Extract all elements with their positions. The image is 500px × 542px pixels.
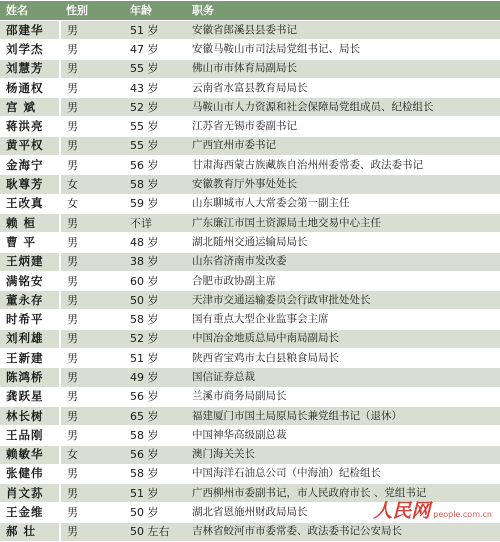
table-row: [0, 98, 500, 117]
table-row: [0, 233, 500, 252]
header-title: 职务: [186, 1, 500, 21]
age-cell: 58 岁: [124, 310, 186, 329]
gender-cell: 男: [60, 368, 124, 387]
gender-cell: 男: [60, 503, 124, 522]
watermark-site: people.com.cn: [433, 510, 492, 519]
age-cell: 48 岁: [124, 233, 186, 252]
gender-cell: 男: [60, 349, 124, 368]
name-cell: 王改真: [0, 194, 60, 213]
gender-cell: 男: [60, 387, 124, 406]
title-cell: 江苏省无锡市委副书记: [186, 117, 500, 136]
name-cell: 宫 斌: [0, 98, 60, 117]
table-row: [0, 117, 500, 136]
gender-cell: 男: [60, 213, 124, 232]
age-cell: 58 岁: [124, 426, 186, 445]
title-cell: 甘肃海西蒙古族藏族自治州州委常委、政法委书记: [186, 156, 500, 175]
table-row: [0, 406, 500, 425]
title-cell: 安徽省郎溪县县委书记: [186, 21, 500, 40]
age-cell: 56 岁: [124, 445, 186, 464]
title-cell: 国信证券总裁: [186, 368, 500, 387]
age-cell: 51 岁: [124, 484, 186, 503]
table-row: [0, 329, 500, 348]
title-cell: 湖北随州交通运输局局长: [186, 233, 500, 252]
age-cell: 65 岁: [124, 406, 186, 425]
table-row: [0, 522, 500, 541]
gender-cell: 男: [60, 136, 124, 155]
age-cell: 49 岁: [124, 368, 186, 387]
table-row: [0, 136, 500, 155]
header-name: 姓名: [0, 1, 60, 21]
age-cell: 58 岁: [124, 175, 186, 194]
name-cell: 王金维: [0, 503, 60, 522]
age-cell: 58 岁: [124, 464, 186, 483]
title-cell: 山东聊城市人大常委会第一副主任: [186, 194, 500, 213]
gender-cell: 男: [60, 271, 124, 290]
title-cell: 中国海洋石油总公司（中海油）纪检组长: [186, 464, 500, 483]
name-cell: 刘慧芳: [0, 59, 60, 78]
table-row: [0, 194, 500, 213]
title-cell: 兰溪市商务局副局长: [186, 387, 500, 406]
title-cell: 广东廉江市国土资源局土地交易中心主任: [186, 213, 500, 232]
age-cell: 38 岁: [124, 252, 186, 271]
watermark-logo: 人民网: [373, 500, 431, 522]
table-row: [0, 156, 500, 175]
name-cell: 肖文荪: [0, 484, 60, 503]
title-cell: 陕西省宝鸡市太白县粮食局局长: [186, 349, 500, 368]
table-row: [0, 213, 500, 232]
age-cell: 50 左右: [124, 522, 186, 541]
title-cell: 国有重点大型企业监事会主席: [186, 310, 500, 329]
table-row: [0, 291, 500, 310]
table-row: [0, 484, 500, 503]
age-cell: 43 岁: [124, 78, 186, 97]
gender-cell: 男: [60, 329, 124, 348]
age-cell: 55 岁: [124, 59, 186, 78]
name-cell: 邵建华: [0, 21, 60, 40]
table-row: [0, 445, 500, 464]
gender-cell: 男: [60, 291, 124, 310]
gender-cell: 男: [60, 233, 124, 252]
age-cell: 50 岁: [124, 503, 186, 522]
title-cell: 安徽马鞍山市司法局党组书记、局长: [186, 40, 500, 59]
name-cell: 杨通权: [0, 78, 60, 97]
gender-cell: 男: [60, 40, 124, 59]
table-row: [0, 21, 500, 40]
age-cell: 不详: [124, 213, 186, 232]
title-cell: 合肥市政协副主席: [186, 271, 500, 290]
table-row: [0, 464, 500, 483]
title-cell: 天津市交通运输委员会行政审批处处长: [186, 291, 500, 310]
name-cell: 陈鸿桥: [0, 368, 60, 387]
table-row: [0, 368, 500, 387]
gender-cell: 男: [60, 78, 124, 97]
title-cell: 中国冶金地质总局中南局副局长: [186, 329, 500, 348]
age-cell: 51 岁: [124, 349, 186, 368]
name-cell: 龚跃星: [0, 387, 60, 406]
gender-cell: 男: [60, 117, 124, 136]
table-body: [0, 21, 500, 542]
age-cell: 51 岁: [124, 21, 186, 40]
table-row: [0, 252, 500, 271]
table-row: [0, 310, 500, 329]
title-cell: 广西柳州市委副书记，市人民政府市长 、党组书记: [186, 484, 500, 503]
title-cell: 安徽教育厅外事处处长: [186, 175, 500, 194]
gender-cell: 男: [60, 21, 124, 40]
table-row: [0, 271, 500, 290]
title-cell: 广西宜州市委书记: [186, 136, 500, 155]
name-cell: 赖 桓: [0, 213, 60, 232]
table-row: [0, 426, 500, 445]
title-cell: 中国神华高级副总裁: [186, 426, 500, 445]
name-cell: 蒋洪亮: [0, 117, 60, 136]
name-cell: 满铭安: [0, 271, 60, 290]
title-cell: 云南省水富县教育局局长: [186, 78, 500, 97]
title-cell: 湖北省恩施州财政局局长: [186, 503, 500, 522]
gender-cell: 男: [60, 522, 124, 541]
age-cell: 56 岁: [124, 387, 186, 406]
age-cell: 52 岁: [124, 98, 186, 117]
name-cell: 黄平权: [0, 136, 60, 155]
title-cell: 马鞍山市人力资源和社会保障局党组成员、纪检组长: [186, 98, 500, 117]
gender-cell: 女: [60, 194, 124, 213]
gender-cell: 男: [60, 156, 124, 175]
table-row: [0, 387, 500, 406]
header-age: 年龄: [124, 1, 186, 21]
name-cell: 金海宁: [0, 156, 60, 175]
title-cell: 福建厦门市国土局原局长兼党组书记（退休）: [186, 406, 500, 425]
age-cell: 55 岁: [124, 117, 186, 136]
gender-cell: 男: [60, 426, 124, 445]
table-row: [0, 78, 500, 97]
age-cell: 52 岁: [124, 329, 186, 348]
name-cell: 董永存: [0, 291, 60, 310]
name-cell: 耿尊芳: [0, 175, 60, 194]
gender-cell: 男: [60, 464, 124, 483]
header-gender: 性别: [60, 1, 124, 21]
gender-cell: 男: [60, 98, 124, 117]
name-cell: 张健伟: [0, 464, 60, 483]
name-cell: 王品刚: [0, 426, 60, 445]
age-cell: 59 岁: [124, 194, 186, 213]
gender-cell: 女: [60, 445, 124, 464]
title-cell: 澳门海关关长: [186, 445, 500, 464]
age-cell: 55 岁: [124, 136, 186, 155]
name-cell: 林长树: [0, 406, 60, 425]
table-row: [0, 40, 500, 59]
table-row: [0, 503, 500, 522]
age-cell: 50 岁: [124, 291, 186, 310]
table-header-row: [0, 1, 500, 21]
gender-cell: 男: [60, 406, 124, 425]
name-cell: 王新建: [0, 349, 60, 368]
gender-cell: 男: [60, 252, 124, 271]
table-row: [0, 349, 500, 368]
title-cell: 山东省济南市发改委: [186, 252, 500, 271]
table-row: [0, 175, 500, 194]
name-cell: 郝 壮: [0, 522, 60, 541]
name-cell: 刘利雄: [0, 329, 60, 348]
age-cell: 56 岁: [124, 156, 186, 175]
name-cell: 时希平: [0, 310, 60, 329]
age-cell: 47 岁: [124, 40, 186, 59]
name-cell: 赖敏华: [0, 445, 60, 464]
gender-cell: 男: [60, 59, 124, 78]
title-cell: 吉林省蛟河市市委常委、政法委书记公安局长: [186, 522, 500, 541]
gender-cell: 女: [60, 175, 124, 194]
gender-cell: 男: [60, 310, 124, 329]
name-cell: 王炳建: [0, 252, 60, 271]
title-cell: 佛山市市体育局副局长: [186, 59, 500, 78]
gender-cell: 男: [60, 484, 124, 503]
name-cell: 曹 平: [0, 233, 60, 252]
table-row: [0, 59, 500, 78]
age-cell: 60 岁: [124, 271, 186, 290]
name-cell: 刘学杰: [0, 40, 60, 59]
